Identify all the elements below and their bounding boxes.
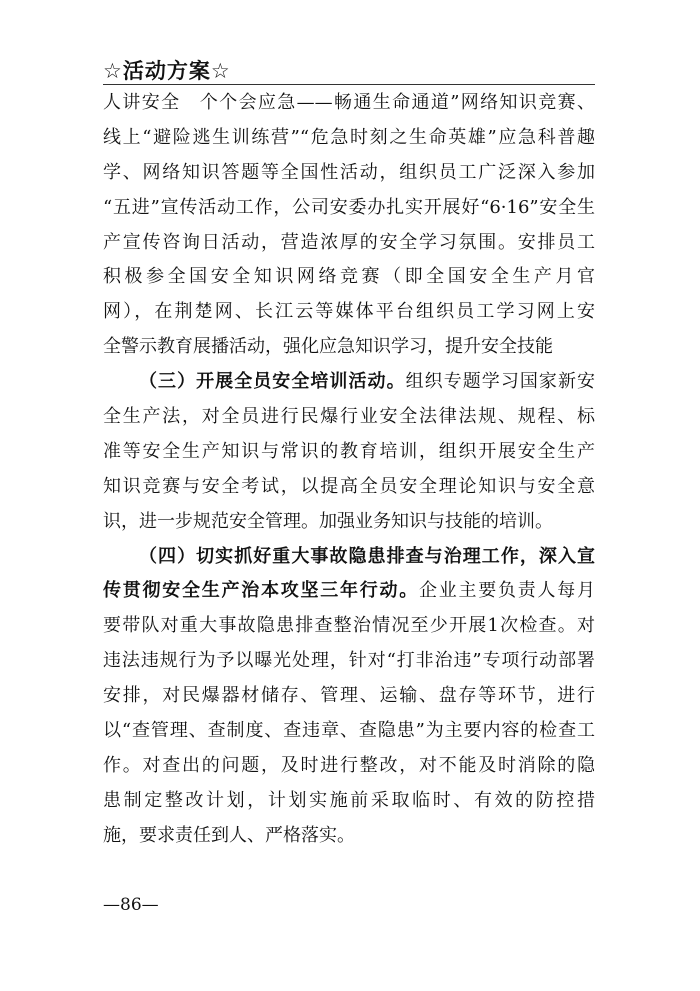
section-3-heading: （三）开展全员安全培训活动。 bbox=[139, 371, 406, 393]
header-divider bbox=[103, 84, 595, 85]
text-line: 患制定整改计划，计划实施前采取临时、有效的防控措 bbox=[103, 789, 595, 811]
section-3-first-line bbox=[103, 365, 595, 400]
text-line: 识，进一步规范安全管理。加强业务知识与技能的培训。 bbox=[103, 510, 553, 532]
text-line: “五进”宣传活动工作，公司安委办扎实开展好“6·16”安全生 bbox=[103, 196, 595, 218]
text-line: 准等安全生产知识与常识的教育培训，组织开展安全生产 bbox=[103, 440, 595, 462]
section-4-text: 企业主要负责人每月 bbox=[419, 580, 595, 602]
page-number: —86— bbox=[103, 895, 159, 915]
text-line: 作。对查出的问题，及时进行整改，对不能及时消除的隐 bbox=[103, 754, 595, 776]
text-line: 全生产法，对全员进行民爆行业安全法律法规、规程、标 bbox=[103, 406, 595, 428]
text-line: 施，要求责任到人、严格落实。 bbox=[103, 824, 355, 846]
text-line: 安排，对民爆器材储存、管理、运输、盘存等环节，进行 bbox=[103, 685, 595, 707]
text-line: 全警示教育展播活动，强化应急知识学习，提升安全技能 bbox=[103, 336, 553, 358]
text-line: 违法违规行为予以曝光处理，针对“打非治违”专项行动部署 bbox=[103, 650, 595, 672]
text-line: 学、网络知识答题等全国性活动，组织员工广泛深入参加 bbox=[103, 161, 595, 183]
body-text bbox=[103, 86, 595, 854]
section-3-text: 组织专题学习国家新安 bbox=[405, 371, 595, 393]
text-line: 人讲安全 个个会应急——畅通生命通道”网络知识竞赛、 bbox=[103, 92, 595, 113]
text-line: 以“查管理、查制度、查违章、查隐患”为主要内容的检查工 bbox=[103, 720, 595, 742]
section-4-heading: （四）切实抓好重大事故隐患排查与治理工作，深入宣 bbox=[139, 545, 595, 567]
text-line: 积极参全国安全知识网络竞赛（即全国安全生产月官 bbox=[103, 266, 595, 288]
page-header-title: ☆活动方案☆ bbox=[103, 59, 231, 83]
section-4-second-line bbox=[103, 574, 595, 609]
text-line: 知识竞赛与安全考试，以提高全员安全理论知识与安全意 bbox=[103, 475, 595, 497]
text-line: 要带队对重大事故隐患排查整治情况至少开展1次检查。对 bbox=[103, 615, 595, 637]
text-line: 产宣传咨询日活动，营造浓厚的安全学习氛围。安排员工 bbox=[103, 231, 595, 253]
text-line: 网），在荆楚网、长江云等媒体平台组织员工学习网上安 bbox=[103, 301, 595, 323]
section-4-heading-cont: 传贯彻安全生产治本攻坚三年行动。 bbox=[103, 580, 419, 602]
text-line: 线上“避险逃生训练营”“危急时刻之生命英雄”应急科普趣 bbox=[103, 126, 595, 148]
